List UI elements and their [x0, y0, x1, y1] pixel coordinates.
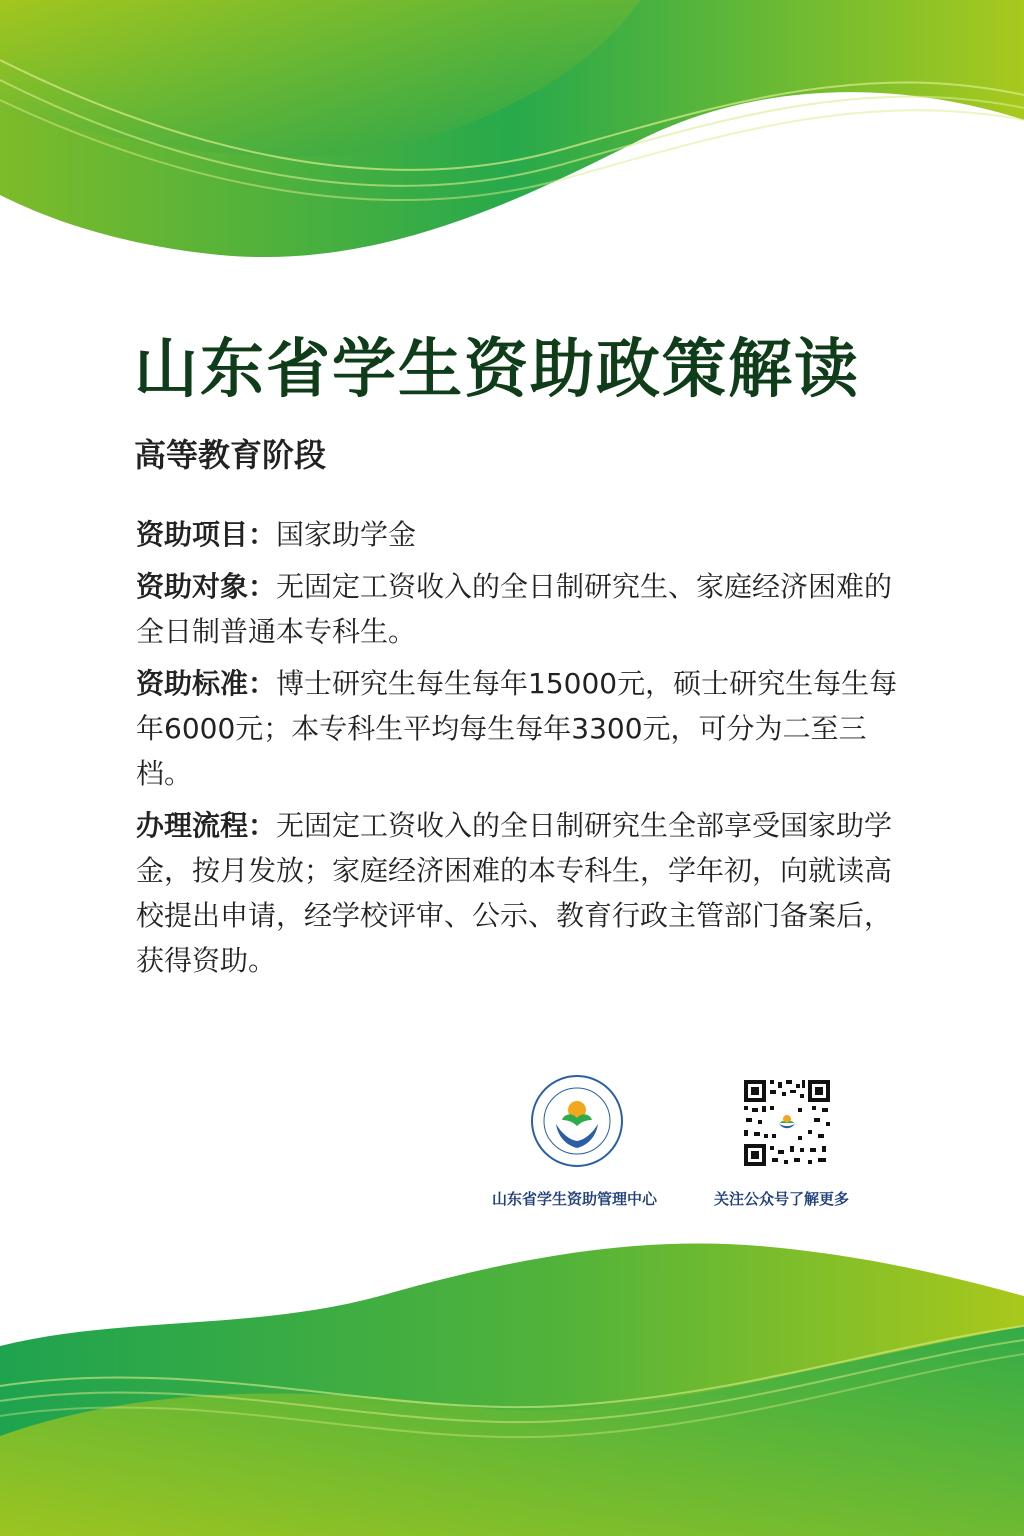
org-name-caption: 山东省学生资助管理中心	[492, 1190, 658, 1208]
section-standard	[136, 661, 908, 796]
section-label: 办理流程：	[136, 809, 277, 842]
section-label: 资助标准：	[136, 667, 277, 700]
page-subtitle: 高等教育阶段	[134, 436, 327, 474]
section-text: 无固定工资收入的全日制研究生全部享受国家助学金，按月发放；家庭经济困难的本专科生，学年初，向就读高校提出申请，经学校评审、公示、教育行政主管部门备案后，获得资助。	[136, 809, 893, 977]
bottom-wave-decoration	[0, 1236, 1024, 1536]
section-target	[136, 564, 908, 654]
section-text: 博士研究生每生每年15000元，硕士研究生每生每年6000元；本专科生平均每生每年3300元，可分为二至三档。	[136, 667, 898, 790]
section-process	[136, 803, 908, 983]
section-text: 无固定工资收入的全日制研究生、家庭经济困难的全日制普通本专科生。	[136, 570, 893, 648]
policy-content	[136, 512, 908, 990]
student-aid-center-logo-icon	[530, 1074, 624, 1168]
qr-caption: 关注公众号了解更多	[714, 1190, 850, 1208]
section-text: 国家助学金	[276, 518, 417, 551]
top-wave-decoration	[0, 0, 1024, 270]
section-label: 资助项目：	[136, 518, 277, 551]
section-project	[136, 512, 908, 557]
qr-code-icon	[742, 1078, 832, 1168]
page-title: 山东省学生资助政策解读	[134, 333, 860, 407]
section-label: 资助对象：	[136, 570, 277, 603]
